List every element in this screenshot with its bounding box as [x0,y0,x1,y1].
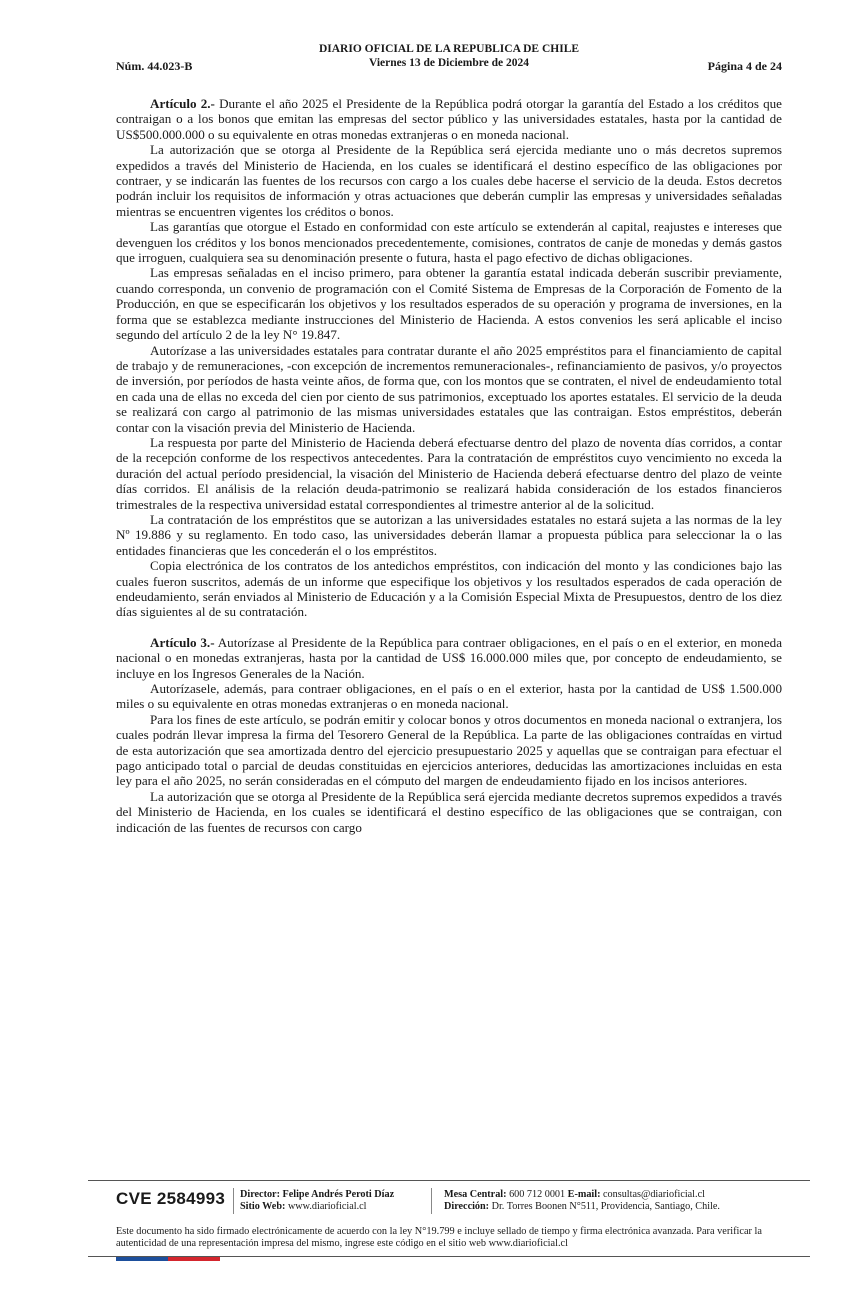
article-2-paragraph: Las garantías que otorgue el Estado en conformidad con este artículo se extenderán al capital, reajustes e intereses que devenguen los créditos y los bonos mencionados precedentemente, comisiones, contratos de canje de monedas y demás gastos que irroguen, cualquiera sea su denominación presente o futura, hasta el pago efectivo de dichas obligaciones. [116,219,782,266]
article-2-paragraph: La respuesta por parte del Ministerio de Hacienda deberá efectuarse dentro del plazo de noventa días corridos, a contar de la recepción conforme de los respectivos antecedentes. Para la contratación de empréstitos cuyo vencimiento no exceda la duración del actual período presidencial, la visación del Ministerio de Hacienda deberá efectuarse dentro del plazo de veinte días corridos. El análisis de la relación deuda-patrimonio se realizará habida consideración de los estados financieros trimestrales de la respectiva universidad estatal correspondientes al trimestre anterior al de la solicitud. [116,434,782,512]
article-3-paragraph: Artículo 3.- Autorízase al Presidente de la República para contraer obligaciones, en el país o en el exterior, en moneda nacional o en monedas extranjeras, hasta por la cantidad de US$ 16.000.000 miles que, por concepto de endeudamiento, se incluye en los Ingresos Generales de la Nación. [116,634,783,681]
address: Dr. Torres Boonen N°511, Providencia, Santiago, Chile. [489,1200,720,1212]
footer-separator [431,1188,432,1214]
article-2-paragraph: La autorización que se otorga al Presidente de la República será ejercida mediante uno o más decretos supremos expedidos a través del Ministerio de Hacienda, en los cuales se identificará el destino específico de las obligaciones por contraer, y se indicarán las fuentes de los recursos con cargo a los cuales debe hacerse el servicio de la deuda. Estos decretos podrán incluir los requisitos de información y otras actuaciones que deberán cumplir las empresas y universidades señaladas mientras se encuentren vigentes los créditos o bonos. [116,142,782,219]
cve-code: CVE 2584993 [116,1189,226,1208]
director-name: Felipe Andrés Peroti Díaz [279,1189,395,1200]
footer-divider [88,1180,810,1181]
masthead [116,42,782,70]
article-2-paragraph: Artículo 2.- Durante el año 2025 el Presidente de la República podrá otorgar la garantía del Estado a los créditos que contraigan o a los bonos que emitan las empresas del sector público y las universidades estatales, hasta por la cantidad de US$500.000.000 o su equivalente en otras monedas extranjeras o en moneda nacional. [116,96,782,142]
article-2-paragraph: Copia electrónica de los contratos de los antedichos empréstitos, con indicación del monto y las condiciones bajo las cuales fueron suscritos, además de un informe que especifique los objetivos y los resultados esperados de cada operación de endeudamiento, serán enviados al Ministerio de Educación y a la Comisión Especial Mixta de Presupuestos, dentro de los diez días siguientes al de su contratación. [116,558,782,620]
legal-notice: Este documento ha sido firmado electrónicamente de acuerdo con la ley N°19.799 e incluye sellado de tiempo y firma electrónica avanzada. Para verificar la autenticidad de una representación impresa del mismo, ingrese este código en el sitio web www.diarioficial.cl [116,1226,762,1249]
footer-contact-info: Mesa Central: 600 712 0001 E-mail: consultas@diarioficial.cl Dirección: Dr. Torres Boonen N°511, Providencia, Santiago, Chile. [444,1189,720,1212]
flag-bar-red [168,1257,220,1261]
email-link[interactable]: consultas@diarioficial.cl [600,1189,705,1200]
footer-director-info: Director: Felipe Andrés Peroti Díaz Sitio Web: www.diarioficial.cl [240,1189,395,1212]
article-3-heading: Artículo 3.- [150,634,215,650]
document-body [116,96,782,835]
page-number: Página 4 de 24 [707,59,782,73]
publication-date: Viernes 13 de Diciembre de 2024 [368,57,529,69]
article-2-paragraph: La contratación de los empréstitos que se autorizan a las universidades estatales no estará sujeta a las normas de la ley Nº 19.886 y su reglamento. En todo caso, las universidades deberán llamar a propuesta pública para seleccionar la o las entidades financieras que les concederán el o los empréstitos. [116,511,782,558]
article-3-paragraph: La autorización que se otorga al Presidente de la República será ejercida mediante decretos supremos expedidos a través del Ministerio de Hacienda, en los cuales se identificará el destino específico de las obligaciones que se contraigan, con indicación de las fuentes de recursos con cargo [116,788,782,835]
publication-title: DIARIO OFICIAL DE LA REPUBLICA DE CHILE [318,43,580,55]
article-3-paragraph: Autorízasele, además, para contraer obligaciones, en el país o en el exterior, hasta por la cantidad de US$ 1.500.000 miles o su equivalente en otras monedas extranjeras o en moneda nacional. [116,681,782,712]
article-2-paragraph: Autorízase a las universidades estatales para contratar durante el año 2025 empréstitos para el financiamiento de capital de trabajo y de remuneraciones, -con excepción de incrementos remuneracionales-, refinanciamiento de pasivos, y/o proyectos de inversión, por períodos de hasta veinte años, de forma que, con los montos que se contraten, el nivel de endeudamiento total en cada una de ellas no exceda del cien por ciento de sus patrimonios, exceptuado los aportes estatales. El servicio de la deuda se realizará con cargo al patrimonio de las mismas universidades estatales que las contraigan. Estos empréstitos, deberán contar con la visación previa del Ministerio de Hacienda. [116,342,782,435]
flag-bar-blue [116,1257,168,1261]
article-2-paragraph: Las empresas señaladas en el inciso primero, para obtener la garantía estatal indicada deberán suscribir previamente, cuando corresponda, un convenio de programación con el Comité Sistema de Empresas de la Corporación de Fomento de la Producción, en que se especificarán los objetivos y los resultados esperados de su operación y programa de inversiones, en la forma que se establezca mediante instrucciones del Ministerio de Hacienda. A estos convenios les será aplicable el inciso segundo del artículo 2 de la ley N° 19.847. [116,265,782,343]
article-3-paragraph: Para los fines de este artículo, se podrán emitir y colocar bonos y otros documentos en moneda nacional o extranjera, los cuales podrán llevar impresa la firma del Tesorero General de la República. La parte de las obligaciones contraídas en virtud de esta autorización que sea amortizada dentro del ejercicio presupuestario 2025 y aquellas que se contraigan para efectuar el pago anticipado total o parcial de deudas constituidas en ejercicios anteriores, deducidas las amortizaciones incluidas en esta ley para el año 2025, no serán consideradas en el cómputo del margen de endeudamiento fijado en los incisos anteriores. [116,711,782,789]
footer-separator [233,1188,234,1214]
article-2-heading: Artículo 2.- [150,96,215,111]
phone-number: 600 712 0001 [506,1189,568,1200]
website-link[interactable]: www.diarioficial.cl [285,1200,367,1212]
page-header [116,42,782,74]
issue-number: Núm. 44.023-B [116,59,193,73]
